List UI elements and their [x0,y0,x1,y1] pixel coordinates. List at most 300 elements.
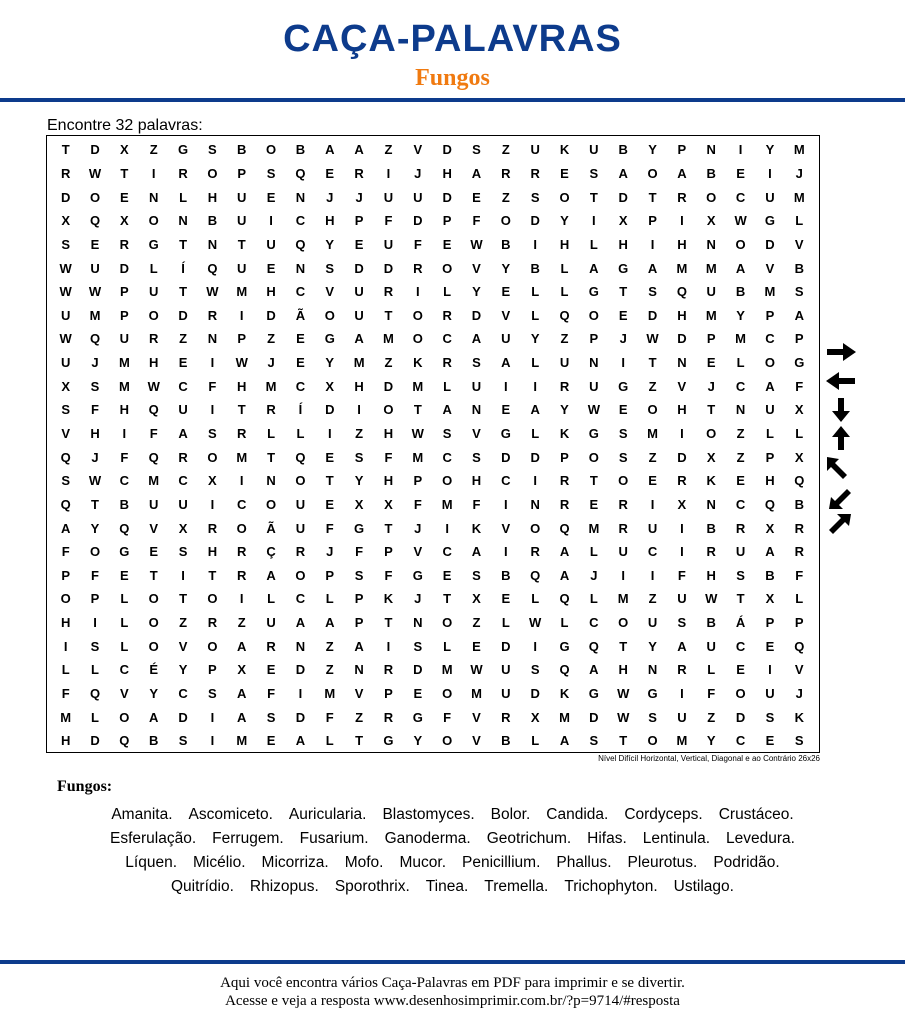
grid-letter[interactable]: S [589,733,599,749]
grid-letter[interactable]: Y [736,307,745,323]
grid-letter[interactable]: J [326,189,334,205]
grid-letter[interactable]: R [501,709,511,725]
grid-letter[interactable]: O [442,260,453,276]
grid-letter[interactable]: A [794,307,804,323]
grid-letter[interactable]: R [383,284,394,300]
grid-letter[interactable]: D [530,213,540,229]
grid-letter[interactable]: V [472,733,481,749]
grid-letter[interactable]: C [295,284,306,300]
grid-letter[interactable]: V [794,236,804,252]
grid-letter[interactable]: I [504,496,508,512]
grid-letter[interactable]: Y [648,142,657,158]
grid-letter[interactable]: U [354,307,364,323]
grid-letter[interactable]: L [267,426,276,441]
grid-letter[interactable]: Y [325,355,335,371]
grid-letter[interactable]: H [354,378,364,394]
grid-letter[interactable]: G [588,426,599,441]
grid-letter[interactable]: U [60,355,71,371]
grid-letter[interactable]: E [120,567,129,583]
grid-letter[interactable]: R [149,331,159,347]
grid-letter[interactable]: Y [501,260,511,276]
grid-letter[interactable]: V [61,426,70,441]
grid-letter[interactable]: Q [119,733,130,749]
grid-letter[interactable]: G [177,142,189,158]
grid-letter[interactable]: V [325,284,335,300]
grid-letter[interactable]: F [384,213,393,229]
grid-letter[interactable]: G [412,567,423,583]
grid-letter[interactable]: L [531,733,540,749]
grid-letter[interactable]: V [178,638,188,654]
grid-letter[interactable]: A [60,520,71,536]
grid-letter[interactable]: Y [149,686,159,702]
grid-letter[interactable]: K [471,520,482,536]
grid-letter[interactable]: D [735,709,746,725]
grid-letter[interactable]: W [88,165,102,181]
grid-letter[interactable]: Z [384,355,393,371]
grid-letter[interactable]: A [559,567,570,583]
grid-letter[interactable]: Q [530,567,541,583]
grid-letter[interactable]: R [207,307,218,323]
grid-letter[interactable]: Í [181,260,185,276]
grid-letter[interactable]: F [208,378,217,394]
grid-letter[interactable]: W [734,213,747,229]
grid-letter[interactable]: H [618,662,628,678]
grid-letter[interactable]: S [472,355,481,371]
grid-letter[interactable]: F [384,567,393,583]
grid-letter[interactable]: W [470,236,483,252]
grid-letter[interactable]: D [383,260,394,276]
grid-letter[interactable]: I [533,236,537,252]
grid-letter[interactable]: O [412,307,423,323]
grid-letter[interactable]: P [237,331,247,347]
grid-letter[interactable]: P [794,615,804,631]
grid-letter[interactable]: M [793,142,805,158]
grid-letter[interactable]: N [735,402,746,418]
grid-letter[interactable]: N [207,236,218,252]
grid-letter[interactable]: I [680,544,684,560]
grid-letter[interactable]: I [650,567,655,583]
grid-letter[interactable]: T [707,402,716,418]
grid-letter[interactable]: Z [355,709,364,725]
grid-letter[interactable]: T [413,402,422,418]
grid-letter[interactable]: X [354,496,364,512]
grid-letter[interactable]: E [325,165,335,181]
grid-letter[interactable]: V [413,544,423,560]
grid-letter[interactable]: L [501,615,510,631]
grid-letter[interactable]: Y [560,213,569,229]
grid-letter[interactable]: L [795,213,804,229]
grid-letter[interactable]: U [589,142,599,158]
grid-letter[interactable]: W [206,284,219,300]
grid-letter[interactable]: R [559,496,570,512]
grid-letter[interactable]: K [383,591,394,607]
grid-letter[interactable]: Q [148,449,159,465]
grid-letter[interactable]: A [765,378,775,394]
grid-letter[interactable]: Í [298,402,303,418]
grid-letter[interactable]: B [706,615,716,631]
grid-letter[interactable]: D [677,449,687,465]
grid-letter[interactable]: A [237,638,247,654]
grid-letter[interactable]: W [88,473,102,489]
grid-letter[interactable]: S [589,165,599,181]
grid-letter[interactable]: G [588,284,599,300]
grid-letter[interactable]: U [765,686,775,702]
grid-letter[interactable]: I [181,567,185,583]
grid-letter[interactable]: O [706,426,717,441]
grid-letter[interactable]: O [148,213,159,229]
grid-letter[interactable]: Y [706,733,716,749]
grid-letter[interactable]: R [559,473,570,489]
grid-letter[interactable]: C [237,496,247,512]
grid-letter[interactable]: P [765,615,775,631]
grid-letter[interactable]: D [501,638,511,654]
grid-letter[interactable]: F [413,236,422,252]
grid-letter[interactable]: S [178,733,188,749]
grid-letter[interactable]: E [736,165,745,181]
grid-letter[interactable]: T [267,449,276,465]
grid-letter[interactable]: C [735,733,746,749]
grid-letter[interactable]: H [90,426,100,441]
grid-letter[interactable]: T [120,165,129,181]
grid-letter[interactable]: H [706,567,716,583]
grid-letter[interactable]: S [472,567,481,583]
grid-letter[interactable]: F [61,544,70,560]
grid-letter[interactable]: S [530,662,540,678]
grid-letter[interactable]: Z [325,662,334,678]
grid-letter[interactable]: Q [559,662,570,678]
grid-letter[interactable]: L [61,662,70,678]
grid-letter[interactable]: E [90,236,100,252]
grid-letter[interactable]: C [295,213,306,229]
grid-letter[interactable]: U [589,378,599,394]
grid-letter[interactable]: T [384,615,393,631]
grid-letter[interactable]: W [147,378,160,394]
grid-letter[interactable]: X [618,213,628,229]
grid-letter[interactable]: H [207,544,218,560]
grid-letter[interactable]: A [647,260,658,276]
grid-letter[interactable]: U [119,331,130,347]
grid-letter[interactable]: D [677,331,687,347]
grid-letter[interactable]: S [794,733,804,749]
grid-letter[interactable]: O [618,473,629,489]
grid-letter[interactable]: L [560,615,569,631]
grid-letter[interactable]: M [265,378,277,394]
grid-letter[interactable]: P [765,449,775,465]
grid-letter[interactable]: A [295,615,306,631]
grid-letter[interactable]: M [236,449,248,465]
grid-letter[interactable]: S [618,449,628,465]
grid-letter[interactable]: M [118,355,130,371]
grid-letter[interactable]: C [119,473,130,489]
grid-letter[interactable]: O [295,567,306,583]
grid-letter[interactable]: I [63,638,68,654]
grid-letter[interactable]: U [266,615,276,631]
grid-letter[interactable]: U [735,544,746,560]
grid-letter[interactable]: R [413,260,423,276]
grid-letter[interactable]: D [178,307,188,323]
grid-letter[interactable]: J [355,189,363,205]
grid-letter[interactable]: H [60,615,71,631]
grid-letter[interactable]: N [354,662,364,678]
grid-letter[interactable]: W [646,331,659,347]
grid-letter[interactable]: A [589,662,599,678]
grid-letter[interactable]: B [530,260,540,276]
grid-letter[interactable]: E [296,355,305,371]
grid-letter[interactable]: R [266,402,276,418]
grid-letter[interactable]: E [501,591,511,607]
grid-letter[interactable]: X [120,142,129,158]
grid-letter[interactable]: L [589,544,598,560]
grid-letter[interactable]: H [471,473,482,489]
grid-letter[interactable]: E [325,449,335,465]
grid-letter[interactable]: Z [149,142,158,158]
grid-letter[interactable]: B [149,733,159,749]
grid-letter[interactable]: L [531,284,540,300]
grid-letter[interactable]: N [677,355,687,371]
grid-letter[interactable]: Ã [295,307,306,323]
grid-letter[interactable]: Y [325,236,335,252]
grid-letter[interactable]: A [677,165,687,181]
grid-letter[interactable]: M [148,473,160,489]
grid-letter[interactable]: V [120,686,129,702]
grid-letter[interactable]: Q [89,686,101,702]
grid-letter[interactable]: U [501,662,511,678]
grid-letter[interactable]: O [412,331,423,347]
grid-letter[interactable]: J [414,165,422,181]
grid-letter[interactable]: L [707,662,716,678]
grid-letter[interactable]: J [795,165,803,181]
grid-letter[interactable]: H [677,236,687,252]
grid-letter[interactable]: A [237,709,247,725]
grid-letter[interactable]: Z [501,189,510,205]
grid-letter[interactable]: N [295,638,306,654]
grid-letter[interactable]: R [794,544,804,560]
grid-letter[interactable]: D [589,709,599,725]
grid-letter[interactable]: M [588,520,600,536]
grid-letter[interactable]: B [237,142,247,158]
grid-letter[interactable]: X [706,449,716,465]
grid-letter[interactable]: C [735,189,746,205]
grid-letter[interactable]: U [706,638,716,654]
grid-letter[interactable]: C [501,473,511,489]
grid-letter[interactable]: L [531,355,540,371]
grid-letter[interactable]: L [91,662,99,678]
grid-letter[interactable]: T [648,189,657,205]
grid-letter[interactable]: I [269,213,273,229]
grid-letter[interactable]: W [470,662,483,678]
grid-letter[interactable]: T [61,142,70,158]
grid-letter[interactable]: F [707,686,716,702]
grid-letter[interactable]: W [529,615,542,631]
grid-letter[interactable]: P [61,567,70,583]
grid-letter[interactable]: L [795,426,804,441]
grid-letter[interactable]: H [383,473,394,489]
grid-letter[interactable]: A [149,709,159,725]
grid-letter[interactable]: Z [355,426,364,441]
grid-letter[interactable]: G [794,355,805,371]
grid-letter[interactable]: V [501,520,511,536]
grid-letter[interactable]: A [354,331,364,347]
grid-letter[interactable]: O [706,189,717,205]
grid-letter[interactable]: O [647,733,658,749]
grid-letter[interactable]: K [559,142,570,158]
grid-letter[interactable]: I [93,615,97,631]
grid-letter[interactable]: A [266,567,276,583]
grid-letter[interactable]: X [178,520,188,536]
grid-letter[interactable]: U [295,520,306,536]
grid-letter[interactable]: N [413,615,423,631]
grid-letter[interactable]: M [412,449,424,465]
grid-letter[interactable]: M [764,284,776,300]
grid-letter[interactable]: N [647,662,658,678]
grid-letter[interactable]: M [617,591,629,607]
grid-letter[interactable]: Q [89,213,101,229]
grid-letter[interactable]: T [179,591,188,607]
grid-letter[interactable]: R [677,662,687,678]
grid-letter[interactable]: E [472,189,481,205]
grid-letter[interactable]: U [237,189,247,205]
grid-letter[interactable]: C [765,331,775,347]
grid-letter[interactable]: M [60,709,72,725]
grid-letter[interactable]: I [504,378,508,394]
grid-letter[interactable]: D [90,733,100,749]
grid-letter[interactable]: A [354,638,364,654]
grid-letter[interactable]: N [589,355,599,371]
grid-letter[interactable]: L [296,426,305,441]
grid-letter[interactable]: U [90,260,100,276]
grid-letter[interactable]: R [237,544,247,560]
grid-letter[interactable]: Q [60,496,71,512]
grid-letter[interactable]: Q [119,520,130,536]
grid-letter[interactable]: X [706,213,716,229]
grid-letter[interactable]: Q [207,260,218,276]
grid-letter[interactable]: L [179,189,188,205]
grid-letter[interactable]: E [648,473,657,489]
grid-letter[interactable]: P [589,331,599,347]
grid-letter[interactable]: U [60,307,71,323]
grid-letter[interactable]: E [765,733,775,749]
grid-letter[interactable]: O [442,615,453,631]
grid-letter[interactable]: R [794,520,804,536]
grid-letter[interactable]: G [647,686,658,702]
grid-letter[interactable]: S [648,709,657,725]
grid-letter[interactable]: I [680,520,684,536]
grid-letter[interactable]: M [676,260,688,276]
grid-letter[interactable]: S [266,709,276,725]
grid-letter[interactable]: J [267,355,275,371]
grid-letter[interactable]: E [618,402,628,418]
grid-letter[interactable]: Q [794,473,805,489]
grid-letter[interactable]: R [501,165,511,181]
grid-letter[interactable]: U [706,284,716,300]
grid-letter[interactable]: A [530,402,540,418]
grid-letter[interactable]: I [621,355,626,371]
grid-letter[interactable]: L [765,426,774,441]
grid-letter[interactable]: U [530,142,540,158]
grid-letter[interactable]: S [736,567,745,583]
grid-letter[interactable]: A [471,331,482,347]
grid-letter[interactable]: D [295,662,306,678]
grid-letter[interactable]: A [442,402,452,418]
grid-letter[interactable]: Z [325,638,334,654]
grid-letter[interactable]: O [207,638,218,654]
grid-letter[interactable]: R [207,520,218,536]
grid-letter[interactable]: I [239,307,244,323]
grid-letter[interactable]: A [735,260,746,276]
grid-letter[interactable]: R [237,426,247,441]
grid-letter[interactable]: D [90,142,100,158]
grid-letter[interactable]: L [267,591,276,607]
grid-letter[interactable]: O [735,686,746,702]
grid-letter[interactable]: Z [736,426,745,441]
grid-letter[interactable]: H [149,355,159,371]
grid-letter[interactable]: T [443,591,452,607]
grid-letter[interactable]: O [500,213,511,229]
grid-letter[interactable]: C [735,496,746,512]
grid-letter[interactable]: A [237,686,247,702]
grid-letter[interactable]: P [384,544,393,560]
grid-letter[interactable]: U [677,709,687,725]
grid-letter[interactable]: G [618,260,629,276]
grid-letter[interactable]: L [589,236,598,252]
grid-letter[interactable]: G [383,733,394,749]
grid-letter[interactable]: A [325,142,335,158]
grid-letter[interactable]: R [677,189,687,205]
grid-letter[interactable]: Z [648,378,657,394]
grid-letter[interactable]: U [149,284,159,300]
grid-letter[interactable]: H [237,378,247,394]
grid-letter[interactable]: A [178,426,188,441]
grid-letter[interactable]: Q [764,496,775,512]
grid-letter[interactable]: I [210,733,215,749]
grid-letter[interactable]: M [118,378,130,394]
grid-letter[interactable]: L [443,638,452,654]
grid-letter[interactable]: R [530,165,540,181]
grid-letter[interactable]: U [501,331,511,347]
grid-letter[interactable]: I [210,355,215,371]
grid-letter[interactable]: A [471,544,482,560]
grid-letter[interactable]: S [794,284,804,300]
grid-letter[interactable]: N [706,496,716,512]
grid-letter[interactable]: Y [530,331,540,347]
grid-letter[interactable]: F [91,402,99,418]
grid-letter[interactable]: E [266,662,276,678]
grid-letter[interactable]: O [764,355,775,371]
grid-letter[interactable]: F [795,567,804,583]
grid-letter[interactable]: S [618,426,628,441]
grid-letter[interactable]: I [738,142,743,158]
grid-letter[interactable]: N [149,189,159,205]
grid-letter[interactable]: L [736,355,745,371]
grid-letter[interactable]: N [530,496,540,512]
grid-letter[interactable]: X [794,449,804,465]
grid-letter[interactable]: B [501,733,511,749]
grid-letter[interactable]: M [441,662,453,678]
grid-letter[interactable]: L [589,591,598,607]
grid-letter[interactable]: U [178,402,188,418]
grid-letter[interactable]: U [765,189,775,205]
grid-letter[interactable]: A [354,142,364,158]
grid-letter[interactable]: F [149,426,158,441]
grid-letter[interactable]: Y [765,142,775,158]
grid-letter[interactable]: Q [295,165,306,181]
grid-letter[interactable]: T [589,473,598,489]
grid-letter[interactable]: N [295,260,306,276]
grid-letter[interactable]: U [383,236,394,252]
grid-letter[interactable]: T [208,567,217,583]
grid-letter[interactable]: Q [676,284,687,300]
grid-letter[interactable]: I [768,662,772,678]
